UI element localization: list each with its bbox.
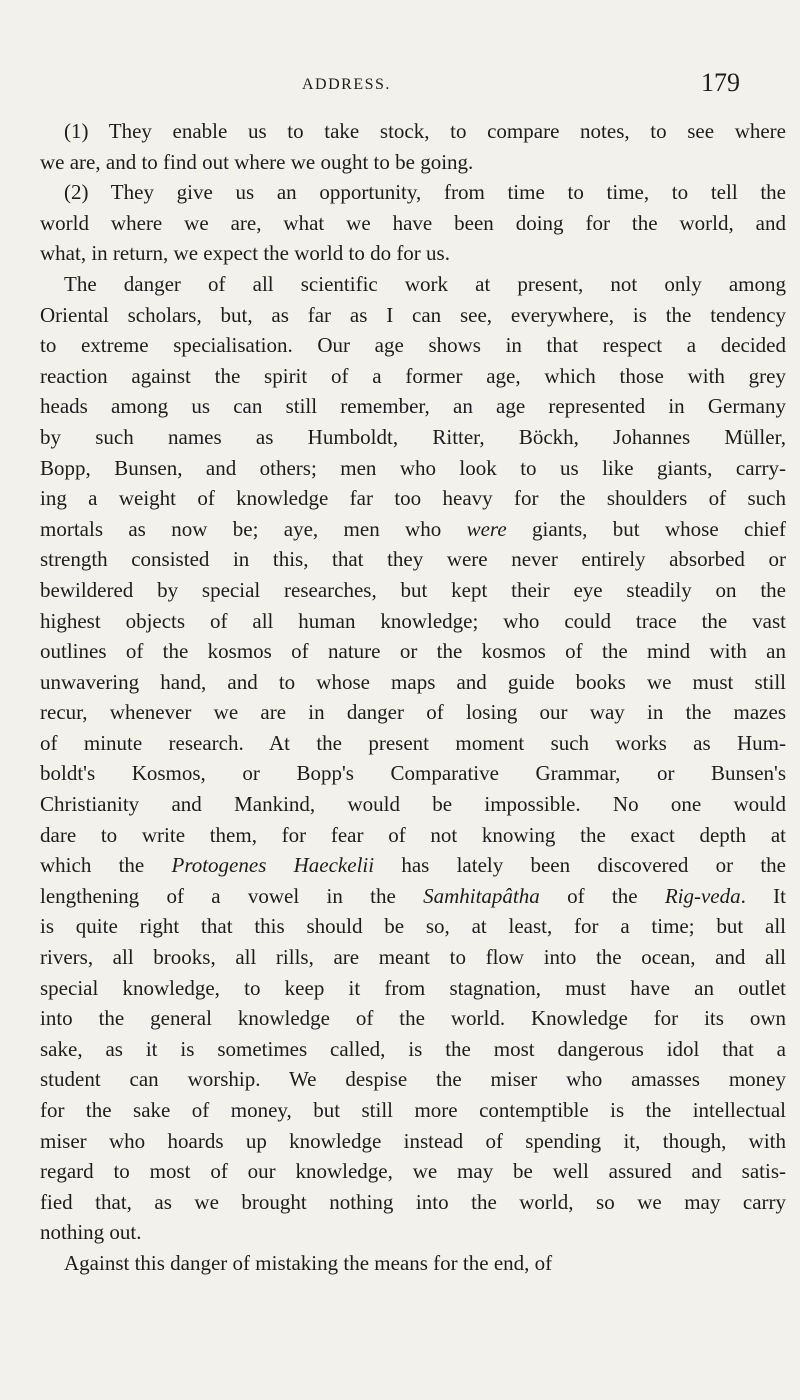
text-line bbox=[40, 1156, 786, 1187]
text-segment: ing a weight of knowledge far too heavy for the shoulders of such bbox=[40, 486, 786, 511]
italic-text: Samhitapâtha bbox=[423, 883, 540, 908]
text-line bbox=[40, 361, 786, 392]
body-text bbox=[40, 116, 786, 1279]
text-segment: highest objects of all human knowledge; who could trace the vast bbox=[40, 608, 786, 633]
text-segment: into the general knowledge of the world. Knowledge for its own bbox=[40, 1006, 786, 1031]
text-segment: The danger of all scientific work at present, not only among bbox=[64, 271, 786, 296]
text-segment: to extreme specialisation. Our age shows in that respect a decided bbox=[40, 333, 786, 358]
text-segment: unwavering hand, and to whose maps and guide books we must still bbox=[40, 669, 786, 694]
text-segment: by such names as Humboldt, Ritter, Böckh, Johannes Müller, bbox=[40, 424, 786, 449]
text-line bbox=[40, 269, 786, 300]
text-line bbox=[40, 881, 786, 912]
text-line bbox=[40, 636, 786, 667]
text-line bbox=[40, 606, 786, 637]
text-line bbox=[40, 973, 786, 1004]
text-line bbox=[40, 1034, 786, 1065]
text-segment: lengthening of a vowel in the bbox=[40, 883, 424, 908]
text-segment: (1) They enable us to take stock, to compare notes, to see where bbox=[64, 119, 786, 143]
text-segment: which the bbox=[40, 853, 172, 878]
text-line bbox=[40, 208, 786, 239]
text-line bbox=[40, 1248, 786, 1279]
text-line bbox=[40, 697, 786, 728]
text-segment: (2) They give us an opportunity, from time to time, to tell the bbox=[64, 180, 786, 205]
text-segment: mortals as now be; aye, men who bbox=[40, 516, 467, 541]
text-line bbox=[40, 391, 786, 422]
text-segment: . It bbox=[740, 883, 787, 908]
text-line bbox=[40, 116, 786, 147]
text-segment: strength consisted in this, that they were never entirely absorbed or bbox=[40, 547, 786, 572]
text-segment: sake, as it is sometimes called, is the most dangerous idol that a bbox=[40, 1036, 786, 1061]
text-line bbox=[40, 453, 786, 484]
text-segment: Christianity and Mankind, would be impossible. No one would bbox=[40, 792, 786, 817]
text-line bbox=[40, 1003, 786, 1034]
text-line bbox=[40, 544, 786, 575]
text-segment: special knowledge, to keep it from stagnation, must have an outlet bbox=[40, 975, 786, 1000]
text-segment: of the bbox=[539, 883, 665, 908]
text-line bbox=[40, 177, 786, 208]
text-segment: reaction against the spirit of a former age, which those with grey bbox=[40, 363, 786, 388]
text-segment: is quite right that this should be so, at least, for a time; but all bbox=[40, 914, 786, 939]
page-number: 179 bbox=[701, 68, 740, 97]
italic-text: were bbox=[466, 516, 507, 541]
text-line bbox=[40, 1064, 786, 1095]
text-segment: of minute research. At the present moment such works as Hum- bbox=[40, 730, 786, 755]
text-segment: has lately been discovered or the bbox=[374, 853, 786, 878]
italic-text: Rig-veda bbox=[664, 883, 741, 908]
text-segment: Against this danger of mistaking the means for the end, of bbox=[64, 1250, 553, 1275]
text-line bbox=[40, 942, 786, 973]
text-segment: outlines of the kosmos of nature or the kosmos of the mind with an bbox=[40, 639, 786, 664]
text-line bbox=[40, 820, 786, 851]
running-head: ADDRESS. bbox=[302, 76, 391, 93]
text-line bbox=[40, 330, 786, 361]
text-segment: Bopp, Bunsen, and others; men who look to us like giants, carry- bbox=[40, 455, 786, 480]
text-segment: we are, and to find out where we ought to be going. bbox=[40, 149, 474, 174]
text-segment: giants, but whose chief bbox=[506, 516, 786, 541]
text-segment: nothing out. bbox=[40, 1220, 142, 1245]
text-line bbox=[40, 422, 786, 453]
text-line bbox=[40, 1126, 786, 1157]
text-segment: miser who hoards up knowledge instead of spending it, though, with bbox=[40, 1128, 786, 1153]
page-header bbox=[0, 68, 800, 108]
text-line bbox=[40, 300, 786, 331]
text-segment: what, in return, we expect the world to do for us. bbox=[40, 241, 450, 266]
text-line bbox=[40, 483, 786, 514]
italic-text: Protogenes Haeckelii bbox=[171, 853, 375, 878]
text-line bbox=[40, 147, 786, 178]
text-line bbox=[40, 667, 786, 698]
text-line bbox=[40, 238, 786, 269]
text-segment: recur, whenever we are in danger of losing our way in the mazes bbox=[40, 700, 786, 725]
text-line bbox=[40, 575, 786, 606]
text-segment: for the sake of money, but still more contemptible is the intellectual bbox=[40, 1098, 786, 1122]
text-line bbox=[40, 728, 786, 759]
text-segment: student can worship. We despise the miser who amasses money bbox=[40, 1067, 786, 1092]
text-line bbox=[40, 1187, 786, 1218]
text-segment: dare to write them, for fear of not knowing the exact depth at bbox=[40, 822, 786, 847]
text-segment: boldt's Kosmos, or Bopp's Comparative Grammar, or Bunsen's bbox=[40, 761, 786, 786]
text-line bbox=[40, 911, 786, 942]
text-segment: heads among us can still remember, an age represented in Germany bbox=[40, 394, 786, 419]
text-segment: Oriental scholars, but, as far as I can see, everywhere, is the tendency bbox=[40, 302, 786, 327]
text-segment: regard to most of our knowledge, we may be well assured and satis- bbox=[40, 1159, 786, 1184]
text-line bbox=[40, 789, 786, 820]
text-segment: world where we are, what we have been doing for the world, and bbox=[40, 210, 786, 235]
text-segment: fied that, as we brought nothing into the world, so we may carry bbox=[40, 1189, 786, 1214]
text-line bbox=[40, 758, 786, 789]
text-line bbox=[40, 1217, 786, 1248]
text-line bbox=[40, 514, 786, 545]
text-line bbox=[40, 1095, 786, 1126]
text-segment: rivers, all brooks, all rills, are meant to flow into the ocean, and all bbox=[40, 945, 786, 970]
text-line bbox=[40, 850, 786, 881]
text-segment: bewildered by special researches, but kept their eye steadily on the bbox=[40, 577, 786, 602]
